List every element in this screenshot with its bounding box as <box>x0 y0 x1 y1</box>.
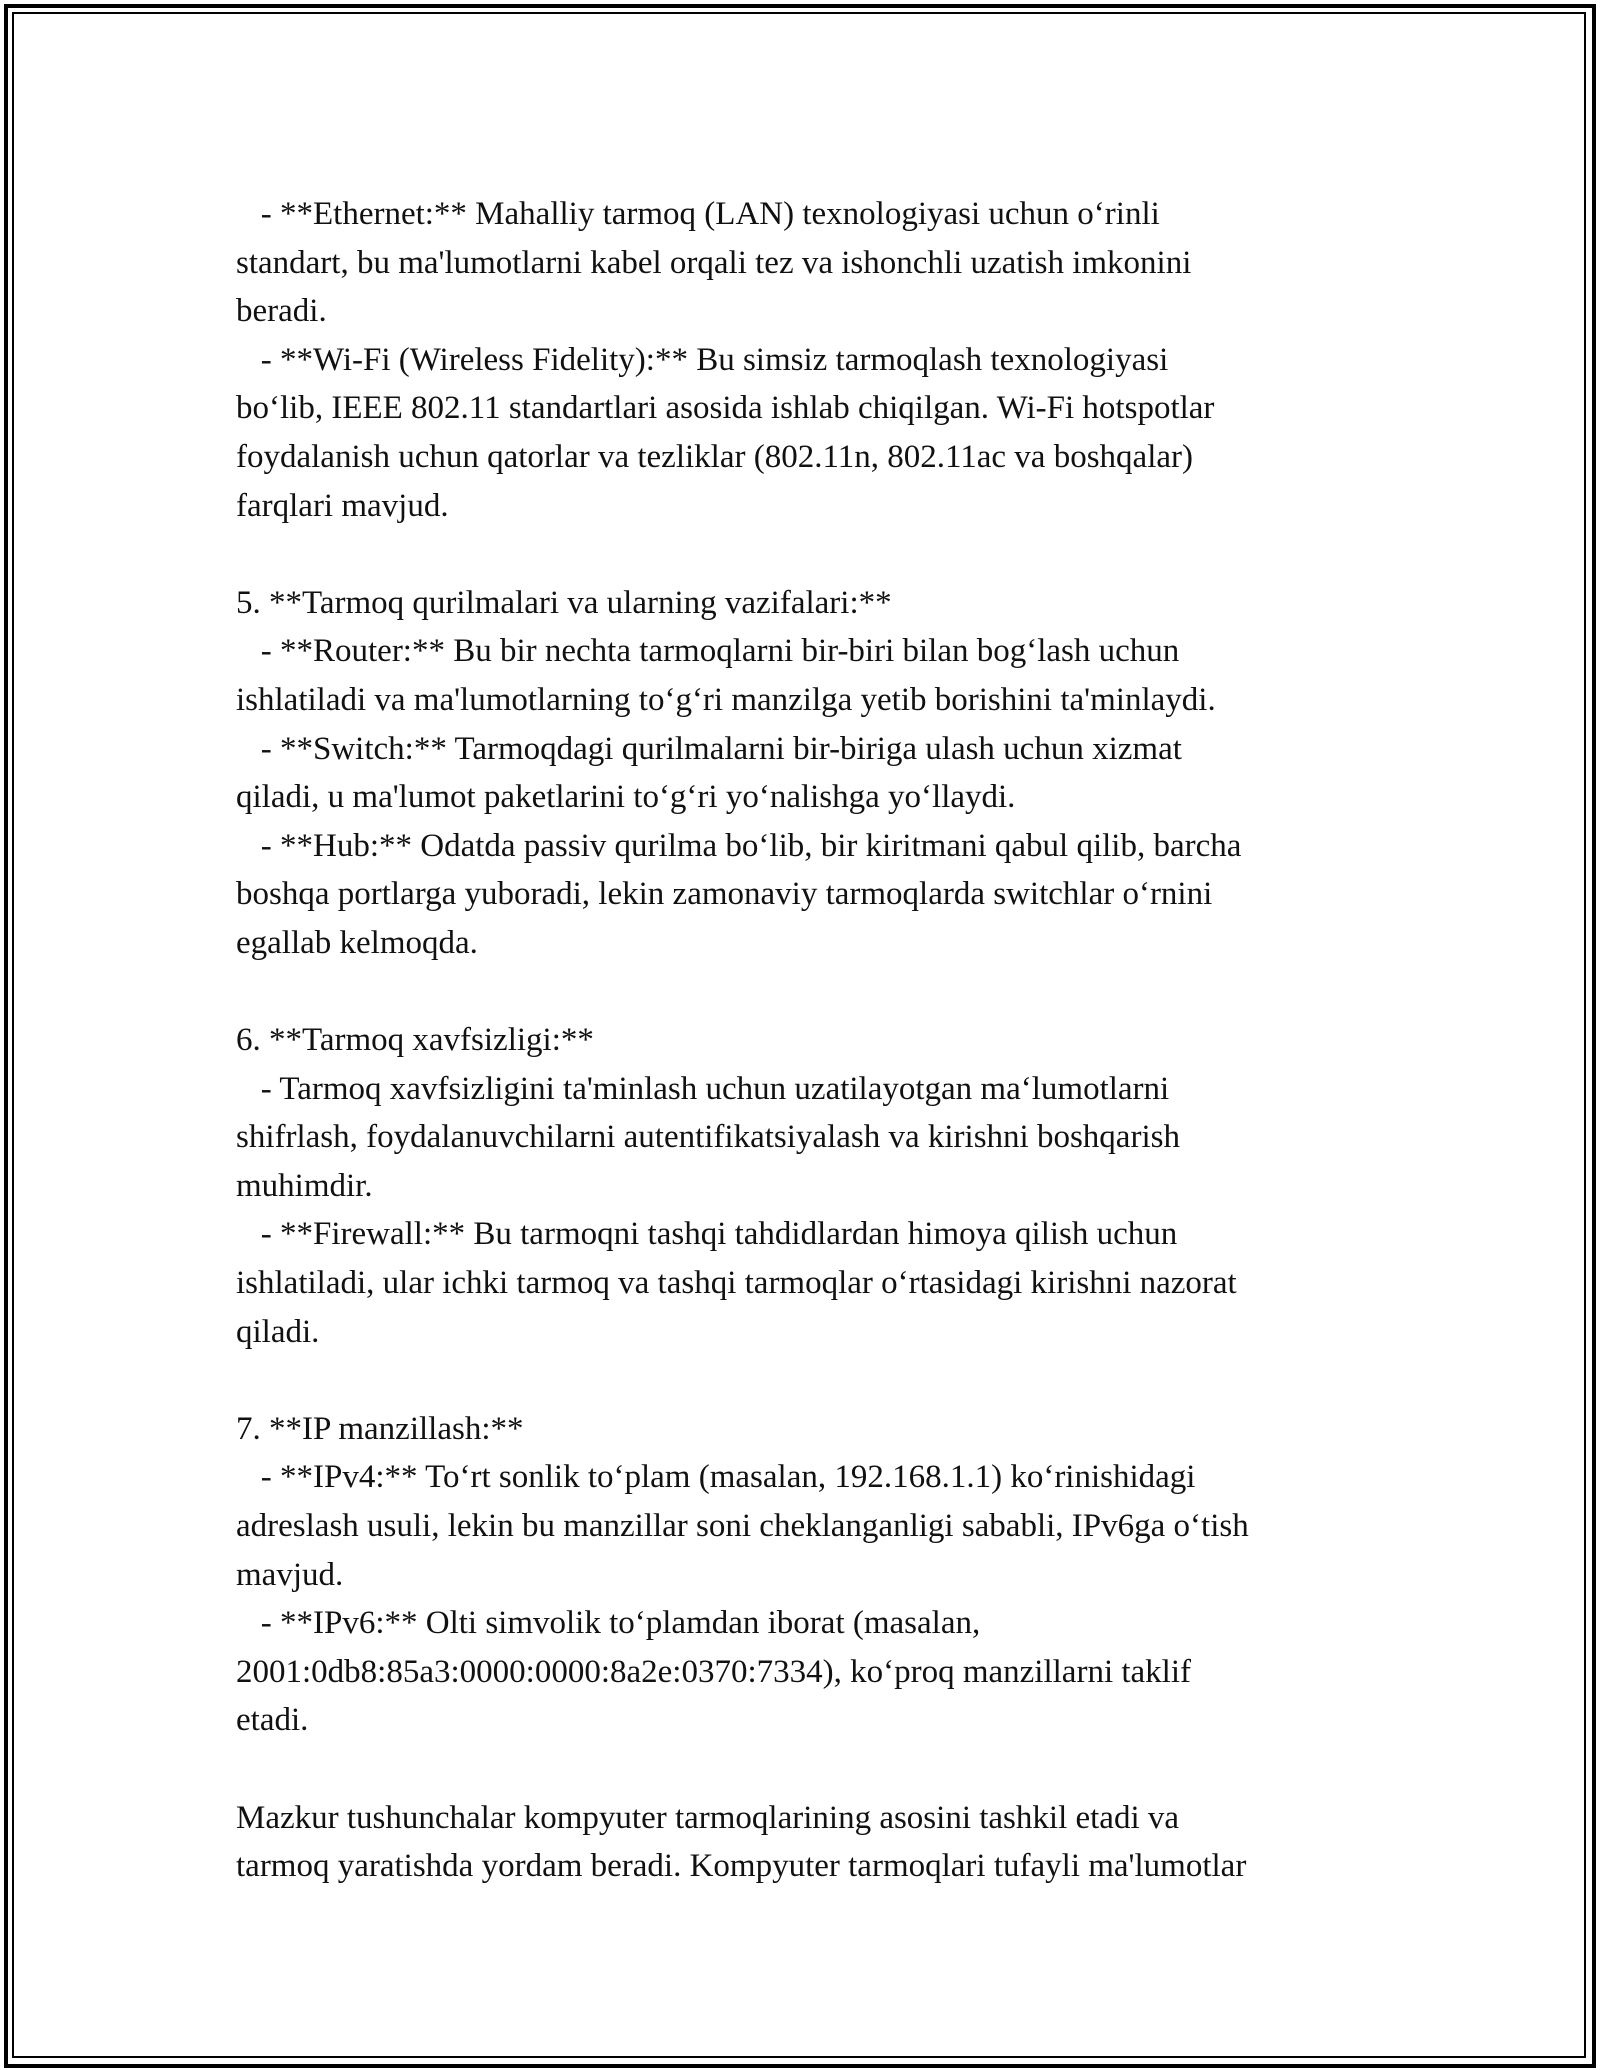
text-line: 2001:0db8:85a3:0000:0000:8a2e:0370:7334), ko‘proq manzillarni taklif <box>236 1653 1192 1690</box>
text-line: foydalanish uchun qatorlar va tezliklar (802.11n, 802.11ac va boshqalar) <box>236 438 1193 475</box>
blank-line <box>236 968 1396 1017</box>
text-line: qiladi. <box>236 1313 320 1350</box>
blank-line <box>236 1356 1396 1405</box>
blank-line <box>236 530 1396 579</box>
section-network-security <box>236 1016 1396 1356</box>
text-line: qiladi, u ma'lumot paketlarini to‘g‘ri yo‘nalishga yo‘llaydi. <box>236 779 1016 816</box>
text-line: beradi. <box>236 293 327 330</box>
paragraph-conclusion <box>236 1794 1396 1891</box>
text-line: muhimdir. <box>236 1167 373 1204</box>
text-line: adreslash usuli, lekin bu manzillar soni cheklanganligi sababli, IPv6ga o‘tish <box>236 1508 1249 1545</box>
section-network-devices <box>236 579 1396 968</box>
text-line: - **Ethernet:** Mahalliy tarmoq (LAN) texnologiyasi uchun o‘rinli <box>236 196 1160 232</box>
text-line: boshqa portlarga yuboradi, lekin zamonaviy tarmoqlarda switchlar o‘rnini <box>236 876 1213 913</box>
text-line: etadi. <box>236 1702 309 1739</box>
text-line: standart, bu ma'lumotlarni kabel orqali tez va ishonchli uzatish imkonini <box>236 244 1192 281</box>
section-heading: 5. **Tarmoq qurilmalari va ularning vazifalari:** <box>236 584 892 621</box>
text-line: tarmoq yaratishda yordam beradi. Kompyuter tarmoqlari tufayli ma'lumotlar <box>236 1848 1247 1885</box>
section-ip-addressing <box>236 1405 1396 1745</box>
section-heading: 7. **IP manzillash:** <box>236 1410 524 1447</box>
text-line: egallab kelmoqda. <box>236 924 478 961</box>
text-line: ishlatiladi va ma'lumotlarning to‘g‘ri manzilga yetib borishini ta'minlaydi. <box>236 681 1216 718</box>
text-line: shifrlash, foydalanuvchilarni autentifikatsiyalash va kirishni boshqarish <box>236 1119 1180 1156</box>
text-line: Mazkur tushunchalar kompyuter tarmoqlarining asosini tashkil etadi va <box>236 1799 1180 1836</box>
document-body <box>236 190 1396 1891</box>
text-line: - **Firewall:** Bu tarmoqni tashqi tahdidlardan himoya qilish uchun <box>236 1216 1178 1253</box>
text-line: ishlatiladi, ular ichki tarmoq va tashqi tarmoqlar o‘rtasidagi kirishni nazorat <box>236 1265 1237 1302</box>
text-line: bo‘lib, IEEE 802.11 standartlari asosida ishlab chiqilgan. Wi-Fi hotspotlar <box>236 390 1215 427</box>
text-line: - **IPv4:** To‘rt sonlik to‘plam (masalan, 192.168.1.1) ko‘rinishidagi <box>236 1459 1196 1496</box>
text-line: - **Router:** Bu bir nechta tarmoqlarni bir-biri bilan bog‘lash uchun <box>236 633 1180 670</box>
text-line: - **Switch:** Tarmoqdagi qurilmalarni bir-biriga ulash uchun xizmat <box>236 730 1182 767</box>
text-line: mavjud. <box>236 1556 344 1593</box>
blank-line <box>236 1745 1396 1794</box>
text-line: - **IPv6:** Olti simvolik to‘plamdan iborat (masalan, <box>236 1605 981 1642</box>
text-line: - **Wi-Fi (Wireless Fidelity):** Bu simsiz tarmoqlash texnologiyasi <box>236 341 1169 378</box>
section-heading: 6. **Tarmoq xavfsizligi:** <box>236 1022 594 1059</box>
paragraph-ethernet-wifi <box>236 190 1396 530</box>
text-line: - **Hub:** Odatda passiv qurilma bo‘lib, bir kiritmani qabul qilib, barcha <box>236 827 1242 864</box>
text-line: farqlari mavjud. <box>236 487 449 524</box>
text-line: - Tarmoq xavfsizligini ta'minlash uchun uzatilayotgan ma‘lumotlarni <box>236 1070 1170 1107</box>
